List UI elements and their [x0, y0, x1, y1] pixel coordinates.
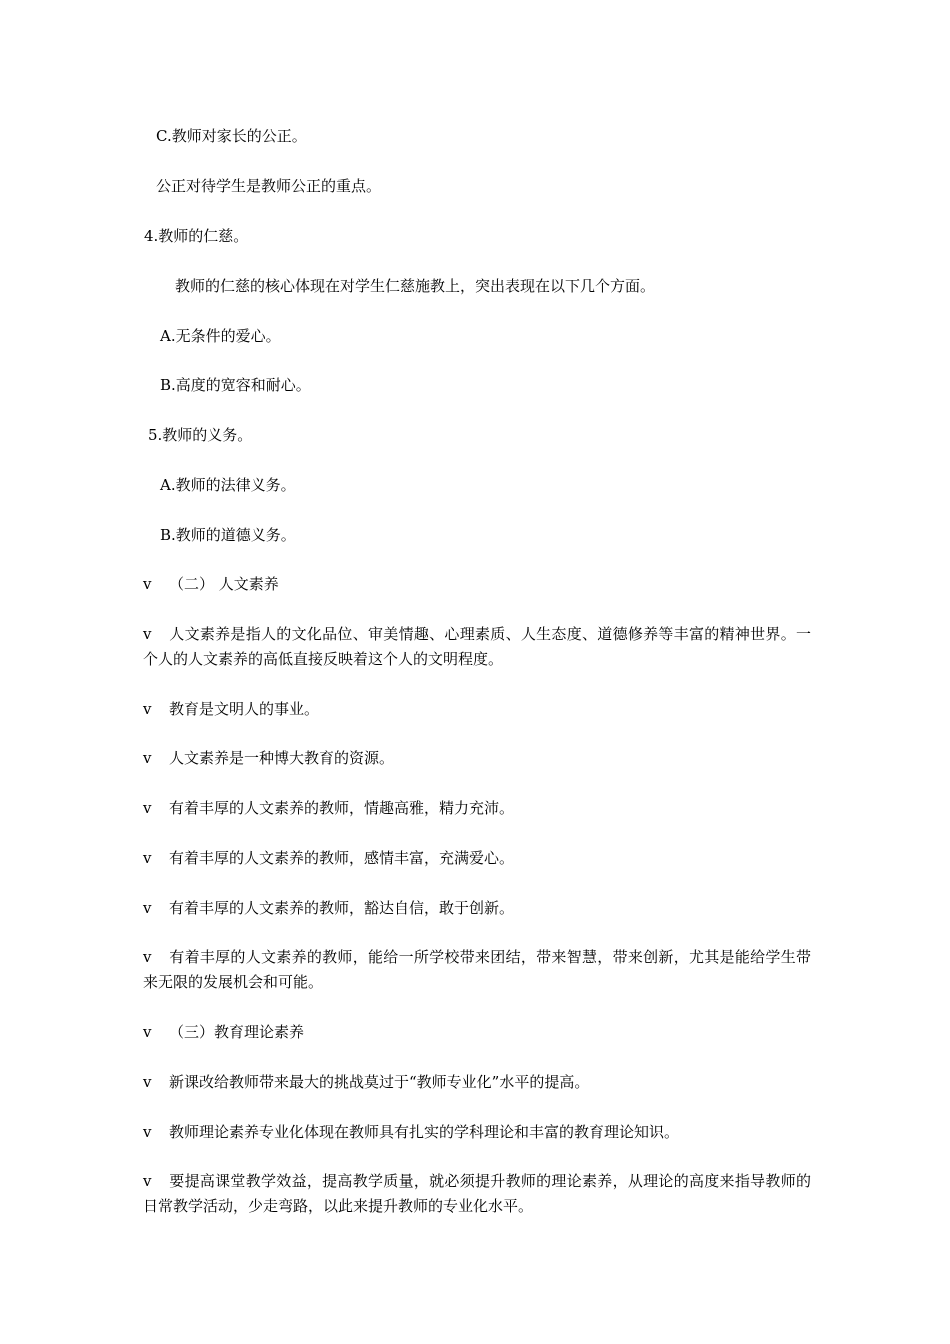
bullet-marker: v: [143, 899, 152, 917]
bullet-marker: v: [143, 849, 152, 867]
bullet-text: 新课改给教师带来最大的挑战莫过于“教师专业化”水平的提高。: [169, 1073, 590, 1091]
text-line: A.无条件的爱心。: [160, 327, 281, 345]
text-line: B.高度的宽容和耐心。: [160, 376, 311, 394]
bullet-marker: v: [143, 1023, 152, 1041]
bullet-item: [143, 796, 811, 821]
bullet-text: 人文素养是一种博大教育的资源。: [169, 749, 395, 767]
bullet-marker: v: [143, 749, 152, 767]
bullet-text: 人文素养是指人的文化品位、审美情趣、心理素质、人生态度、道德修养等丰富的精神世界。一个人的人文素养的高低直接反映着这个人的文明程度。: [143, 625, 811, 668]
bullet-item: [143, 945, 811, 995]
bullet-text: 要提高课堂教学效益，提高教学质量，就必须提升教师的理论素养，从理论的高度来指导教师的日常教学活动，少走弯路，以此来提升教师的专业化水平。: [143, 1172, 811, 1215]
bullet-item: [143, 746, 811, 771]
section-heading: 5.教师的义务。: [148, 426, 253, 444]
bullet-item: [143, 896, 811, 921]
bullet-item: [143, 846, 811, 871]
bullet-text: 有着丰厚的人文素养的教师，情趣高雅，精力充沛。: [169, 799, 515, 817]
bullet-marker: v: [143, 625, 152, 643]
bullet-text: （三）教育理论素养: [169, 1023, 305, 1041]
bullet-item: [143, 622, 811, 672]
bullet-text: 有着丰厚的人文素养的教师，感情丰富，充满爱心。: [169, 849, 515, 867]
bullet-text: 有着丰厚的人文素养的教师，豁达自信，敢于创新。: [169, 899, 515, 917]
bullet-text: 有着丰厚的人文素养的教师，能给一所学校带来团结，带来智慧，带来创新，尤其是能给学生带来无限的发展机会和可能。: [143, 948, 811, 991]
bullet-marker: v: [143, 1073, 152, 1091]
bullet-item: [143, 697, 811, 722]
bullet-text: （二） 人文素养: [169, 575, 279, 593]
text-line: 教师的仁慈的核心体现在对学生仁慈施教上，突出表现在以下几个方面。: [175, 277, 656, 295]
bullet-item: [143, 1120, 811, 1145]
bullet-item: [143, 1070, 811, 1095]
bullet-item: [143, 572, 811, 597]
bullet-text: 教育是文明人的事业。: [169, 700, 320, 718]
bullet-marker: v: [143, 700, 152, 718]
bullet-marker: v: [143, 799, 152, 817]
bullet-marker: v: [143, 948, 152, 966]
bullet-marker: v: [143, 1123, 152, 1141]
text-line: B.教师的道德义务。: [160, 526, 296, 544]
text-line: A.教师的法律义务。: [160, 476, 296, 494]
bullet-item: [143, 1020, 811, 1045]
bullet-text: 教师理论素养专业化体现在教师具有扎实的学科理论和丰富的教育理论知识。: [169, 1123, 680, 1141]
bullet-item: [143, 1169, 811, 1219]
section-heading: 4.教师的仁慈。: [144, 227, 249, 245]
bullet-marker: v: [143, 1172, 152, 1190]
text-line: C.教师对家长的公正。: [156, 127, 307, 145]
text-line: 公正对待学生是教师公正的重点。: [156, 177, 382, 195]
bullet-marker: v: [143, 575, 152, 593]
